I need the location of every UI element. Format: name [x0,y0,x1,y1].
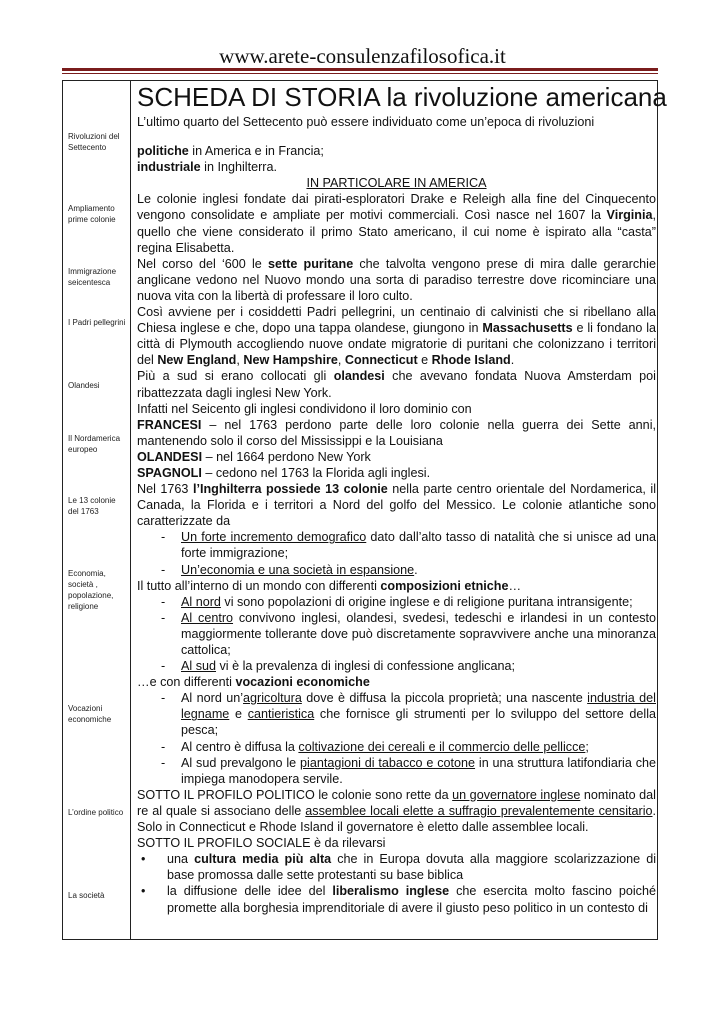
margin-note: Il Nordamerica europeo [68,434,121,454]
intro: L’ultimo quarto del Settecento può essere individuato come un’epoca di rivoluzioni [137,115,595,129]
list-item: - Al centro è diffusa la coltivazione dei cereali e il commercio delle pellicce; [181,739,656,755]
margin-note: Economia, società , popolazione, religione [68,569,114,611]
paragraph-dominion: Infatti nel Seicento gli inglesi condividono il loro dominio con [137,401,472,416]
margin-note: Ampliamento prime colonie [68,204,116,224]
paragraph-13-colonies: Nel 1763 l’Inghilterra possiede 13 colonie nella parte centro orientale del Nordamerica, il Canada, la Florida e i territori a Nord del golfo del Messico. Le colonie atlantiche sono caratterizzate da [137,482,656,529]
subheading: IN PARTICOLARE IN AMERICA [306,176,487,191]
paragraph-dutch: Più a sud si erano collocati gli olandesi che avevano fondata Nuova Amsterdam poi ribattezzata dagli inglesi New York. [137,369,656,400]
header-rule-thin [62,73,658,74]
list-item: - Al nord un’agricoltura dove è diffusa la piccola proprietà; una nascente industria del legname e cantieristica che fornisce gli strumenti per lo sviluppo del settore della pesca; [181,690,656,738]
column-divider [130,80,131,940]
colony-traits-list [137,529,656,577]
paragraph-virginia: Le colonie inglesi fondate dai pirati-esploratori Drake e Releigh alla fine del Cinquecento vengono consolidate e ampliate per motivi commerciali. Così nasce nel 1607 la Virginia, quello che viene considerato il primo Stato americano, il cui nome è ispirato alla “casta” regina Elisabetta. [137,192,656,255]
list-item: - Al nord vi sono popolazioni di origine inglese e di religione puritana intransigente; [181,594,656,610]
margin-note: L’ordine politico [68,808,124,817]
ethnic-list [137,594,656,674]
margin-note: I Padri pellegrini [68,318,126,327]
paragraph-economic: …e con differenti vocazioni economiche [137,675,370,690]
paragraph-puritans: Nel corso del ‘600 le sette puritane che talvolta vengono prese di mira dalle gerarchie anglicane vedono nel Nuovo mondo una sorta di paradiso terrestre dove ricominciare una nuova vita con la libertà di professare il loro culto. [137,256,656,303]
margin-note: Immigrazione seicentesca [68,267,117,287]
economic-list [137,690,656,787]
margin-note: Rivoluzioni del Settecento [68,132,120,152]
paragraph-social: SOTTO IL PROFILO SOCIALE è da rilevarsi [137,836,386,851]
paragraph-ethnic: Il tutto all’interno di un mondo con differenti composizioni etniche… [137,578,522,593]
margin-note: La società [68,891,105,900]
list-item: • la diffusione delle idee del liberalismo inglese che esercita molto fascino poiché promette alla borghesia imprenditoriale di avere il giusto peso politico in un contesto di [167,883,656,915]
list-item: - Al sud prevalgono le piantagioni di tabacco e cotone in una struttura latifondiaria che impiega manodopera servile. [181,755,656,787]
page-title: SCHEDA DI STORIA la rivoluzione americana [137,82,667,112]
margin-note: Vocazioni economiche [68,704,112,724]
entry-french: FRANCESI – nel 1763 perdono parte delle loro colonie nella guerra dei Sette anni, mantenendo solo il corso del Mississippi e la Louisiana [137,417,656,448]
social-list [137,851,656,915]
paragraph-political: SOTTO IL PROFILO POLITICO le colonie sono rette da un governatore inglese nominato dal re al quale si associano delle assemblee locali elette a suffragio prevalentemente censitario. Solo in Connecticut e Rhode Island il governatore è eletto dalle assemblee locali. [137,787,656,835]
entry-spanish: SPAGNOLI – cedono nel 1763 la Florida agli inglesi. [137,465,431,480]
margin-note: Le 13 colonie del 1763 [68,496,116,516]
list-item: - Al centro convivono inglesi, olandesi, svedesi, tedeschi e irlandesi in un contesto maggiormente tollerante dove può discretamente sopravvivere anche una minoranza cattolica; [181,610,656,658]
list-item: - Un forte incremento demografico dato dall’alto tasso di natalità che si unisce ad una forte immigrazione; [181,529,656,561]
main-text [137,80,667,916]
list-item: • una cultura media più alta che in Europa dovuta alla maggiore scolarizzazione di base promossa dalle sette protestanti su base biblica [167,851,656,883]
list-item: - Al sud vi è la prevalenza di inglesi di confessione anglicana; [181,658,656,674]
paragraph-pilgrims: Così avviene per i cosiddetti Padri pellegrini, un centinaio di calvinisti che si ribellano alla Chiesa inglese e che, dopo una tappa olandese, giungono in Massachusetts e li fondano la città di Plymouth accogliendo nuove ondate migratorie di puritani che colonizzano i territori del New England, New Hampshire, Connecticut e Rhode Island. [137,305,656,368]
entry-dutch: OLANDESI – nel 1664 perdono New York [137,449,371,464]
revolution-industrial: industriale in Inghilterra. [137,160,277,175]
site-url: www.arete-consulenzafilosofica.it [219,44,506,68]
list-item: - Un’economia e una società in espansione. [181,562,656,578]
margin-note: Olandesi [68,381,100,390]
header-rule [62,68,658,71]
revolution-political: politiche in America e in Francia; [137,144,324,159]
